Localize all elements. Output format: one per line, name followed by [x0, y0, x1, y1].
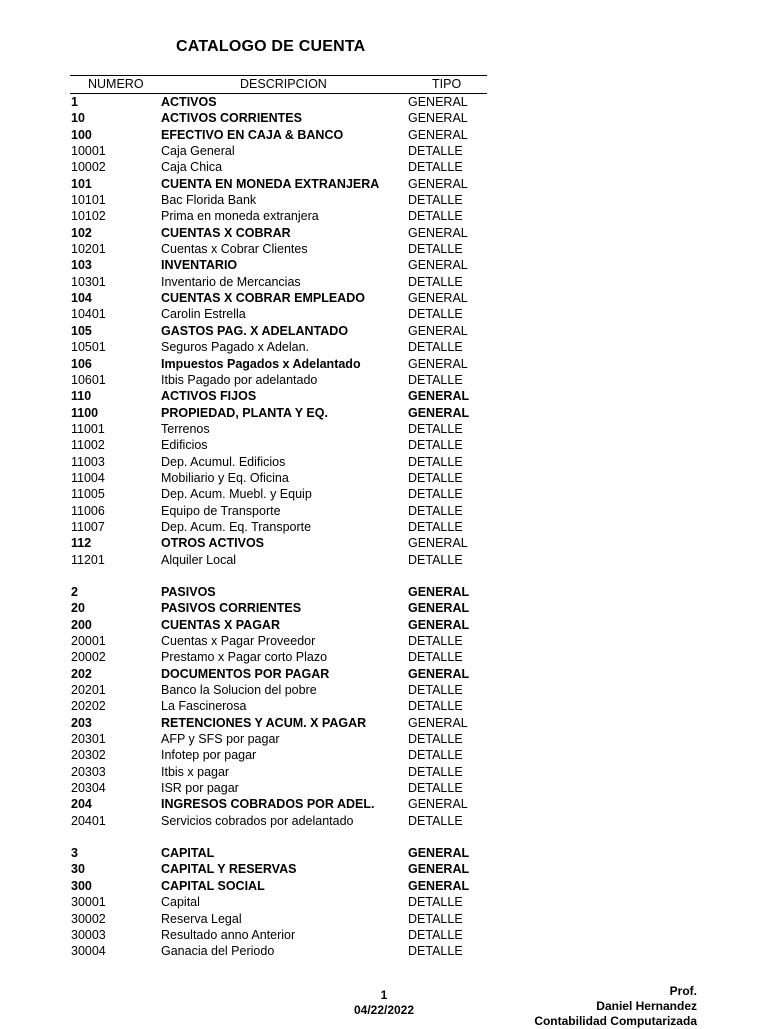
account-type: GENERAL [408, 862, 470, 877]
account-description: Cuentas x Cobrar Clientes [161, 242, 308, 257]
table-row [0, 192, 768, 208]
account-type: DETALLE [408, 242, 463, 257]
table-header [70, 75, 487, 94]
table-row [0, 454, 768, 470]
account-description: Edificios [161, 438, 208, 453]
account-description: Caja General [161, 144, 235, 159]
account-description: Impuestos Pagados x Adelantado [161, 356, 361, 371]
table-row [0, 94, 768, 110]
account-number: 11004 [71, 470, 105, 485]
table-row [0, 617, 768, 633]
table-row [0, 845, 768, 861]
account-number: 11002 [71, 438, 105, 453]
account-description: AFP y SFS por pagar [161, 732, 280, 747]
account-type: DETALLE [408, 552, 463, 567]
table-row [0, 813, 768, 829]
table-row [0, 943, 768, 959]
table-row [0, 796, 768, 812]
table-row [0, 698, 768, 714]
account-description: PASIVOS CORRIENTES [161, 601, 302, 616]
blank-row [0, 568, 768, 584]
table-row [0, 715, 768, 731]
account-type: DETALLE [408, 274, 463, 289]
account-description: RETENCIONES Y ACUM. X PAGAR [161, 715, 367, 730]
account-number: 10501 [71, 340, 106, 355]
account-description: CUENTAS X PAGAR [161, 617, 280, 632]
account-type: GENERAL [408, 666, 470, 681]
account-description: INVENTARIO [161, 258, 238, 273]
table-row [0, 241, 768, 257]
table-row [0, 764, 768, 780]
account-number: 101 [71, 176, 92, 191]
table-row [0, 405, 768, 421]
table-row [0, 306, 768, 322]
account-type: GENERAL [408, 617, 470, 632]
account-type: GENERAL [408, 405, 470, 420]
account-description: Resultado anno Anterior [161, 927, 296, 942]
table-row [0, 127, 768, 143]
account-description: CAPITAL SOCIAL [161, 878, 265, 893]
page-title: CATALOGO DE CUENTA [176, 38, 366, 55]
account-type: DETALLE [408, 764, 463, 779]
account-description: Terrenos [161, 421, 210, 436]
page-number: 1 [380, 988, 388, 1002]
account-number: 20202 [71, 699, 106, 714]
account-number: 30001 [71, 895, 106, 910]
table-row [0, 470, 768, 486]
account-number: 10601 [71, 372, 106, 387]
account-number: 10 [71, 111, 85, 126]
account-type: DETALLE [408, 699, 463, 714]
account-type: GENERAL [408, 95, 468, 109]
account-description: Equipo de Transporte [161, 503, 281, 518]
table-row [0, 274, 768, 290]
account-description: Dep. Acum. Eq. Transporte [161, 519, 312, 534]
table-row [0, 356, 768, 372]
account-type: DETALLE [408, 813, 463, 828]
account-description: CAPITAL [161, 846, 215, 861]
account-description: Seguros Pagado x Adelan. [161, 340, 310, 355]
account-table [0, 94, 768, 960]
account-number: 110 [71, 389, 92, 404]
account-description: CUENTAS X COBRAR EMPLEADO [161, 291, 365, 306]
account-number: 10001 [71, 144, 106, 159]
account-type: GENERAL [408, 601, 470, 616]
account-description: Capital [161, 895, 200, 910]
account-number: 300 [71, 878, 92, 893]
account-description: Caja Chica [161, 160, 223, 175]
account-type: DETALLE [408, 421, 463, 436]
account-number: 20301 [71, 732, 106, 747]
table-row [0, 257, 768, 273]
account-number: 104 [71, 291, 92, 306]
account-type: GENERAL [408, 225, 468, 240]
table-row [0, 323, 768, 339]
prof-label: Prof. [669, 984, 697, 998]
account-number: 100 [71, 127, 92, 142]
table-row [0, 894, 768, 910]
account-type: DETALLE [408, 732, 463, 747]
table-row [0, 682, 768, 698]
table-row [0, 552, 768, 568]
account-description: La Fascinerosa [161, 699, 247, 714]
account-type: DETALLE [408, 895, 463, 910]
account-description: INGRESOS COBRADOS POR ADEL. [161, 797, 375, 812]
account-description: Prima en moneda extranjera [161, 209, 319, 224]
account-description: Cuentas x Pagar Proveedor [161, 634, 316, 648]
account-type: DETALLE [408, 634, 463, 648]
account-description: Prestamo x Pagar corto Plazo [161, 650, 328, 665]
account-type: DETALLE [408, 209, 463, 224]
account-description: EFECTIVO EN CAJA & BANCO [161, 127, 344, 142]
account-description: Dep. Acum. Muebl. y Equip [161, 487, 312, 502]
account-type: GENERAL [408, 536, 468, 551]
account-type: DETALLE [408, 781, 463, 796]
account-number: 203 [71, 715, 92, 730]
table-row [0, 911, 768, 927]
account-description: Alquiler Local [161, 552, 237, 567]
account-description: PASIVOS [161, 584, 216, 599]
account-type: DETALLE [408, 470, 463, 485]
table-row [0, 339, 768, 355]
blank-row [0, 829, 768, 845]
account-number: 1100 [71, 405, 99, 420]
account-type: DETALLE [408, 487, 463, 502]
print-date: 04/22/2022 [353, 1003, 415, 1017]
account-type: GENERAL [408, 878, 470, 893]
table-row [0, 927, 768, 943]
account-type: DETALLE [408, 438, 463, 453]
table-row [0, 159, 768, 175]
account-number: 103 [71, 258, 92, 273]
page-footer-right [534, 984, 697, 1029]
account-number: 20302 [71, 748, 106, 763]
account-number: 11201 [71, 552, 105, 567]
account-type: DETALLE [408, 519, 463, 534]
account-type: GENERAL [408, 389, 470, 404]
course-name: Contabilidad Computarizada [534, 1014, 697, 1028]
table-row [0, 372, 768, 388]
table-row [0, 290, 768, 306]
account-type: DETALLE [408, 160, 463, 175]
header-tipo: TIPO [432, 77, 462, 91]
account-type: DETALLE [408, 944, 463, 959]
account-description: ACTIVOS FIJOS [161, 389, 257, 404]
account-number: 10101 [71, 193, 106, 208]
account-type: GENERAL [408, 323, 468, 338]
account-number: 11007 [71, 519, 105, 534]
account-type: GENERAL [408, 111, 468, 126]
account-description: Bac Florida Bank [161, 193, 257, 208]
account-type: DETALLE [408, 683, 463, 698]
table-row [0, 666, 768, 682]
table-row [0, 486, 768, 502]
account-type: GENERAL [408, 127, 468, 142]
account-description: Reserva Legal [161, 911, 242, 926]
table-row [0, 388, 768, 404]
table-row [0, 225, 768, 241]
account-number: 20401 [71, 813, 106, 828]
table-row [0, 143, 768, 159]
account-number: 3 [71, 846, 78, 861]
account-type: DETALLE [408, 193, 463, 208]
account-number: 11003 [71, 454, 105, 469]
account-type: GENERAL [408, 356, 468, 371]
account-description: ACTIVOS [161, 95, 217, 109]
account-number: 20201 [71, 683, 106, 698]
account-type: DETALLE [408, 372, 463, 387]
account-number: 202 [71, 666, 92, 681]
account-type: GENERAL [408, 258, 468, 273]
account-description: Banco la Solucion del pobre [161, 683, 317, 698]
account-number: 20 [71, 601, 85, 616]
account-description: GASTOS PAG. X ADELANTADO [161, 323, 349, 338]
account-description: Inventario de Mercancias [161, 274, 301, 289]
table-row [0, 649, 768, 665]
table-row [0, 110, 768, 126]
account-number: 2 [71, 584, 78, 599]
account-description: Infotep por pagar [161, 748, 257, 763]
account-number: 30004 [71, 944, 106, 959]
table-row [0, 633, 768, 649]
account-number: 10002 [71, 160, 106, 175]
account-number: 1 [71, 95, 78, 109]
table-row [0, 503, 768, 519]
account-type: DETALLE [408, 307, 463, 322]
account-type: GENERAL [408, 176, 468, 191]
account-type: DETALLE [408, 748, 463, 763]
account-number: 10102 [71, 209, 106, 224]
account-number: 105 [71, 323, 92, 338]
account-type: GENERAL [408, 846, 470, 861]
account-number: 30002 [71, 911, 106, 926]
account-description: CUENTAS X COBRAR [161, 225, 291, 240]
account-description: OTROS ACTIVOS [161, 536, 265, 551]
account-description: Carolin Estrella [161, 307, 246, 322]
account-type: DETALLE [408, 911, 463, 926]
account-description: Servicios cobrados por adelantado [161, 813, 354, 828]
account-number: 204 [71, 797, 92, 812]
account-number: 30003 [71, 927, 106, 942]
account-number: 20304 [71, 781, 106, 796]
account-number: 20303 [71, 764, 106, 779]
account-description: Dep. Acumul. Edificios [161, 454, 286, 469]
table-row [0, 584, 768, 600]
account-number: 20001 [71, 634, 106, 648]
account-number: 10301 [71, 274, 106, 289]
account-type: GENERAL [408, 797, 468, 812]
account-type: DETALLE [408, 650, 463, 665]
account-type: GENERAL [408, 715, 468, 730]
account-description: Ganacia del Periodo [161, 944, 275, 959]
account-number: 20002 [71, 650, 106, 665]
account-number: 11005 [71, 487, 105, 502]
account-number: 11001 [71, 421, 105, 436]
table-row [0, 780, 768, 796]
table-row [0, 535, 768, 551]
table-row [0, 176, 768, 192]
header-descripcion: DESCRIPCION [240, 77, 327, 91]
account-description: Mobiliario y Eq. Oficina [161, 470, 289, 485]
table-row [0, 861, 768, 877]
account-type: DETALLE [408, 340, 463, 355]
account-number: 30 [71, 862, 85, 877]
account-description: CUENTA EN MONEDA EXTRANJERA [161, 176, 380, 191]
account-description: ISR por pagar [161, 781, 239, 796]
account-description: ACTIVOS CORRIENTES [161, 111, 302, 126]
table-row [0, 437, 768, 453]
page-footer-center [320, 988, 448, 1018]
account-number: 10201 [71, 242, 106, 257]
author-name: Daniel Hernandez [596, 999, 697, 1013]
account-type: DETALLE [408, 454, 463, 469]
account-description: Itbis Pagado por adelantado [161, 372, 318, 387]
header-numero: NUMERO [88, 77, 144, 91]
account-number: 112 [71, 536, 92, 551]
table-row [0, 731, 768, 747]
account-type: DETALLE [408, 503, 463, 518]
account-description: CAPITAL Y RESERVAS [161, 862, 297, 877]
account-description: PROPIEDAD, PLANTA Y EQ. [161, 405, 328, 420]
account-number: 106 [71, 356, 92, 371]
table-row [0, 747, 768, 763]
account-type: DETALLE [408, 927, 463, 942]
account-description: Itbis x pagar [161, 764, 230, 779]
table-row [0, 208, 768, 224]
account-type: GENERAL [408, 291, 468, 306]
account-number: 10401 [71, 307, 106, 322]
account-number: 102 [71, 225, 92, 240]
account-number: 200 [71, 617, 92, 632]
account-number: 11006 [71, 503, 105, 518]
table-row [0, 878, 768, 894]
table-row [0, 519, 768, 535]
account-type: DETALLE [408, 144, 463, 159]
account-description: DOCUMENTOS POR PAGAR [161, 666, 330, 681]
account-type: GENERAL [408, 584, 470, 599]
table-row [0, 421, 768, 437]
table-row [0, 600, 768, 616]
